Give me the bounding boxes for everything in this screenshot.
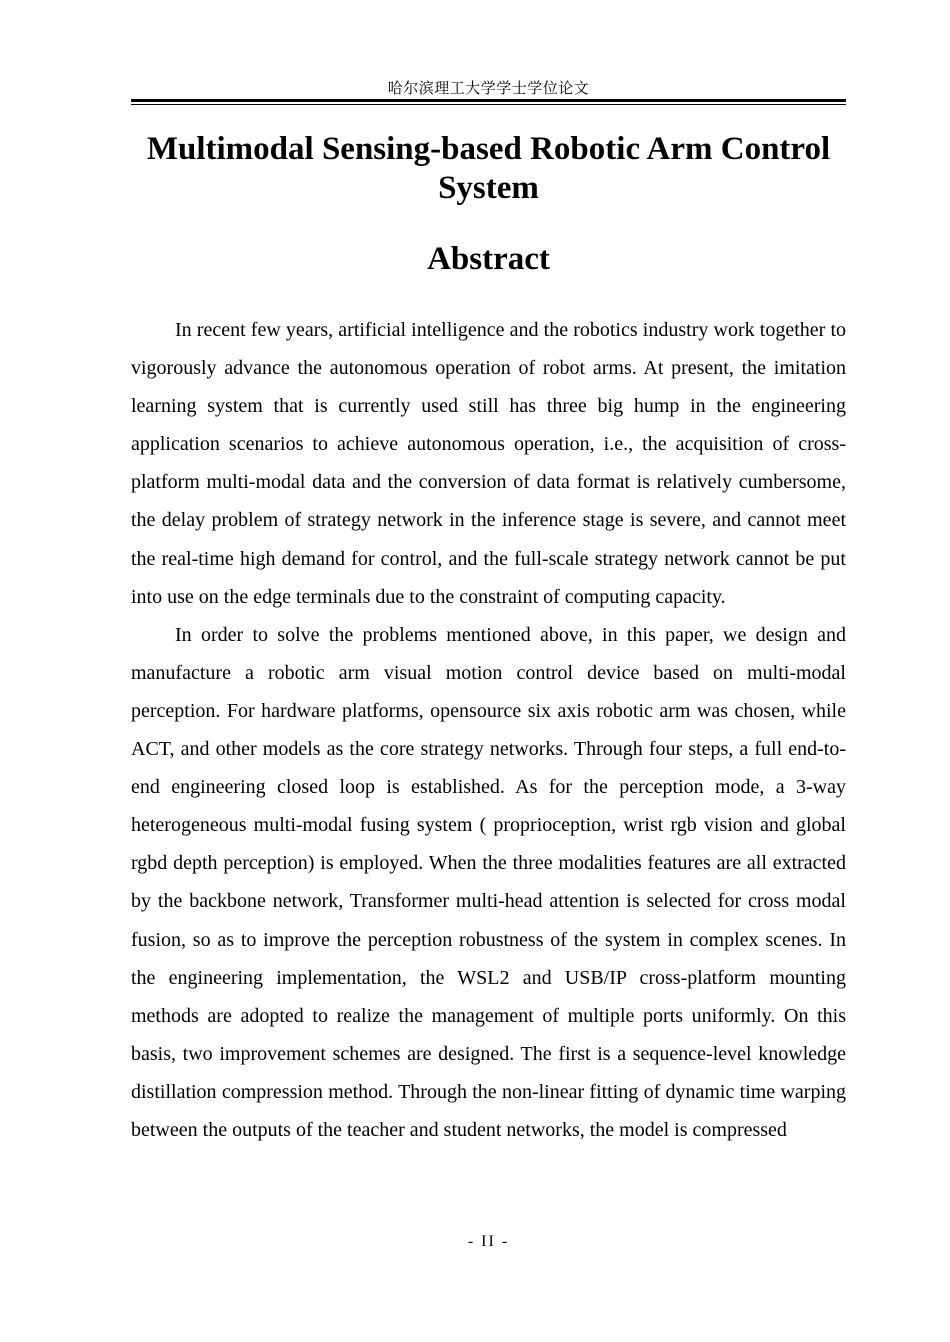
abstract-paragraph-2: In order to solve the problems mentioned above, in this paper, we design and manufacture a robotic arm visual motion control device based on multi-modal perception. For hardware platforms, opensource six axis robotic arm was chosen, while ACT, and other models as the core strategy networks. Through four steps, a full end-to-end engineering closed loop is established. As for the perception mode, a 3-way heterogeneous multi-modal fusing system ( proprioception, wrist rgb vision and global rgbd depth perception) is employed. When the three modalities features are all extracted by the backbone network, Transformer multi-head attention is selected for cross modal fusion, so as to improve the perception robustness of the system in complex scenes. In the engineering implementation, the WSL2 and USB/IP cross-platform mounting methods are adopted to realize the management of multiple ports uniformly. On this basis, two improvement schemes are designed. The first is a sequence-level knowledge distillation compression method. Through the non-linear fitting of dynamic time warping between the outputs of the teacher and student networks, the model is compressed (131, 623, 846, 1141)
abstract-body (131, 311, 846, 1149)
page-number: - II - (467, 1233, 510, 1250)
abstract-paragraph-1: In recent few years, artificial intelligence and the robotics industry work together to vigorously advance the autonomous operation of robot arms. At present, the imitation learning system that is currently used still has three big hump in the engineering application scenarios to achieve autonomous operation, i.e., the acquisition of cross-platform multi-modal data and the conversion of data format is relatively cumbersome, the delay problem of strategy network in the inference stage is severe, and cannot meet the real-time high demand for control, and the full-scale strategy network cannot be put into use on the edge terminals due to the constraint of computing capacity. (131, 319, 846, 608)
header-rule-thin (131, 104, 846, 105)
running-header: 哈尔滨理工大学学士学位论文 (387, 79, 590, 97)
paper-title: Multimodal Sensing-based Robotic Arm Control System (146, 131, 831, 206)
header-rule-thick (131, 99, 846, 102)
abstract-heading: Abstract (427, 241, 550, 277)
